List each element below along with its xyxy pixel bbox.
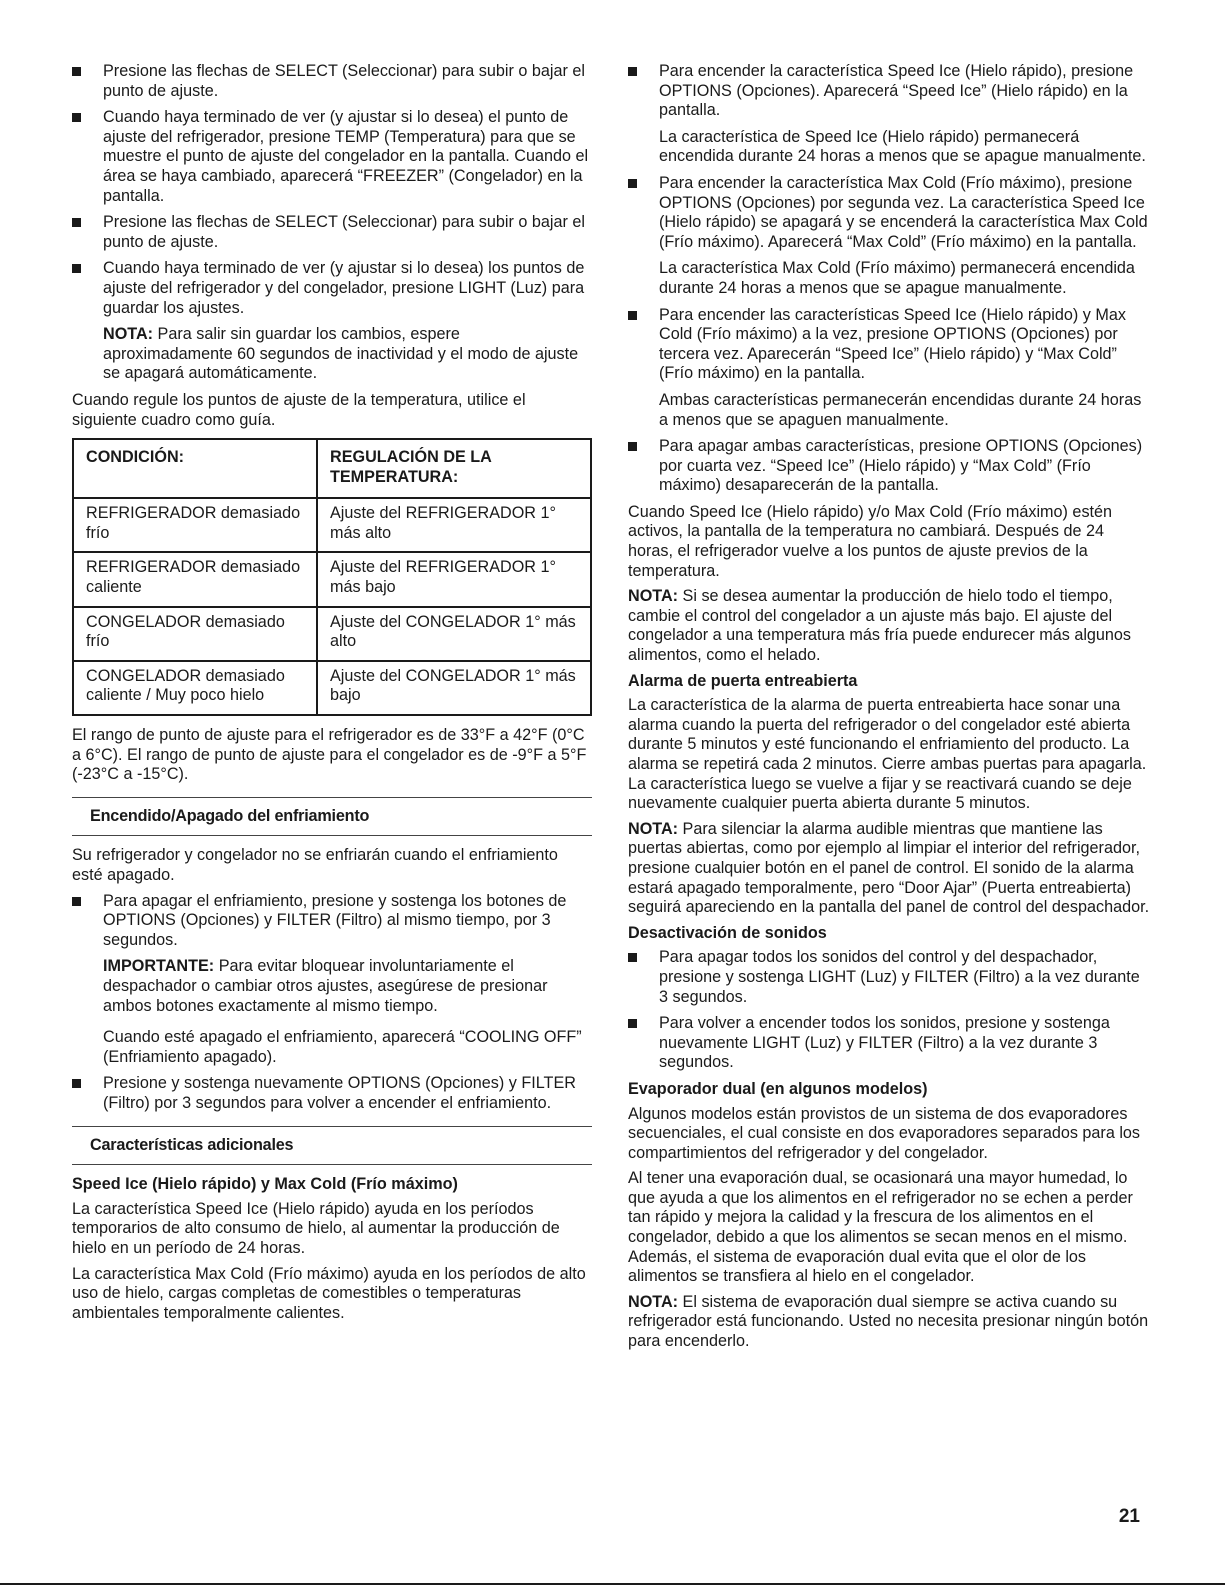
note-label: NOTA: [628,1292,679,1311]
table-cell: Ajuste del CONGELADOR 1° más alto [317,607,591,661]
table-row [73,661,591,715]
cooling-off-text: Cuando esté apagado el enfriamiento, aparecerá “COOLING OFF” (Enfriamiento apagado). [103,1028,582,1066]
bullet-item [72,62,592,101]
subtext: La característica de Speed Ice (Hielo rápido) permanecerá encendida durante 24 horas a menos que se apague manualmente. [659,127,1146,166]
table-row [73,552,591,606]
table-header-row [73,439,591,498]
table-cell: REFRIGERADOR demasiado frío [73,498,317,552]
note-text: Si se desea aumentar la producción de hielo todo el tiempo, cambie el control del congelador a un ajuste más bajo. El ajuste del congelador a una temperatura más fría puede endurecer más algunos alimentos, como el helado. [628,587,1132,665]
bullet-text: Para encender la característica Max Cold (Frío máximo), presione OPTIONS (Opciones) por segunda vez. La característica Speed Ice (Hielo rápido) se apagará y se encenderá la característica Max Cold (Frío máximo). Aparecerá “Max Cold” (Frío máximo) en la pantalla. [659,173,1148,251]
dual-evaporator-paragraph: Algunos modelos están provistos de un sistema de dos evaporadores secuenciales, el cual consiste en dos evaporadores separados para los compartimientos del refrigerador y del congelador. [628,1104,1141,1162]
note-paragraph [628,820,1150,918]
table-cell: Ajuste del CONGELADOR 1° más bajo [317,661,591,715]
bullet-text: Para apagar todos los sonidos del control y del despachador, presione y sostenga LIGHT (Luz) y FILTER (Filtro) a la vez durante 3 segundos. [659,948,1140,1006]
section-heading-features: Características adicionales [72,1126,592,1166]
bullet-text: Cuando haya terminado de ver (y ajustar si lo desea) los puntos de ajuste del refrigerador y del congelador, presione LIGHT (Luz) para guardar los ajustes. [103,259,585,317]
table-cell: CONGELADOR demasiado frío [73,607,317,661]
bullet-item [72,259,592,318]
note-text: El sistema de evaporación dual siempre se activa cuando su refrigerador está funcionando. Usted no necesita presionar ningún botón para encenderlo. [628,1292,1149,1351]
bullet-item [72,1074,592,1113]
bullet-text: Para encender la característica Speed Ice (Hielo rápido), presione OPTIONS (Opciones). Aparecerá “Speed Ice” (Hielo rápido) en la pantalla. [659,62,1134,120]
table-intro: Cuando regule los puntos de ajuste de la temperatura, utilice el siguiente cuadro como guía. [72,390,526,429]
table-row [73,607,591,661]
bullet-item [72,108,592,206]
bullet-item [628,306,1150,384]
note-text: Para silenciar la alarma audible mientras que mantiene las puertas abiertas, como por ejemplo al limpiar el interior del refrigerador, presione cualquier botón en el panel de control. El sonido de la alarma estará apagado temporalmente, pero “Door Ajar” (Puerta entreabierta) seguirá apareciendo en la pantalla del panel de control del despachador. [628,819,1150,917]
table-cell: Ajuste del REFRIGERADOR 1° más bajo [317,552,591,606]
note-paragraph [628,587,1150,665]
bullet-text: Presione las flechas de SELECT (Seleccionar) para subir o bajar el punto de ajuste. [103,62,585,100]
subtext: La característica Max Cold (Frío máximo) permanecerá encendida durante 24 horas a menos que se apague manualmente. [659,259,1135,297]
important-text: Para evitar bloquear involuntariamente el despachador o cambiar otros ajustes, asegúrese de presionar ambos botones exactamente al mismo tiempo. [103,957,548,1015]
bullet-text: Para encender las características Speed Ice (Hielo rápido) y Max Cold (Frío máximo) a la vez, presione OPTIONS (Opciones) por tercera vez. Aparecerán “Speed Ice” (Hielo rápido) y “Max Cold” (Frío máximo) en la pantalla. [659,305,1126,383]
table-cell: Ajuste del REFRIGERADOR 1° más alto [317,498,591,552]
subheading-door-alarm: Alarma de puerta entreabierta [628,671,858,690]
bullet-subtext [628,128,1150,167]
note-block [72,325,592,384]
temperature-guide-table [72,438,592,716]
speed-ice-paragraph: La característica Speed Ice (Hielo rápido) ayuda en los períodos temporarios de alto consumo de hielo, al aumentar la producción de hielo en un período de 24 horas. [72,1199,560,1257]
note-label: NOTA: [103,325,154,344]
bullet-text: Para apagar el enfriamiento, presione y sostenga los botones de OPTIONS (Opciones) y FILTER (Filtro) al mismo tiempo, por 3 segundos. [103,891,567,949]
bullet-subtext [628,391,1150,430]
important-block [72,957,592,1067]
bullet-item [628,437,1150,496]
subheading-speed-ice: Speed Ice (Hielo rápido) y Max Cold (Frío máximo) [72,1175,458,1194]
bullet-item [628,62,1150,121]
subheading-dual-evaporator: Evaporador dual (en algunos modelos) [628,1079,928,1098]
bullet-text: Presione las flechas de SELECT (Seleccionar) para subir o bajar el punto de ajuste. [103,213,585,251]
bullet-item [628,1014,1150,1073]
door-alarm-paragraph: La característica de la alarma de puerta entreabierta hace sonar una alarma cuando la puerta del refrigerador o del congelador esté abierta durante 5 minutos y esté funcionando el enfriamiento del producto. La alarma se repetirá cada 2 minutos. Cierre ambas puertas para apagarla. La característica luego se vuelve a fijar y se reactivará cuando se deje nuevamente cualquier puerta abierta durante 5 minutos. [628,696,1147,813]
cooling-intro: Su refrigerador y congelador no se enfriarán cuando el enfriamiento esté apagado. [72,846,558,884]
note-paragraph [628,1293,1150,1352]
dual-evaporator-paragraph: Al tener una evaporación dual, se ocasionará una mayor humedad, lo que ayuda a que los alimentos en el refrigerador no se echen a perder tan rápido y mejora la calidad y la frescura de los alimentos en el congelador, debido a que los alimentos se secan menos en el mismo. Además, el sistema de evaporación dual evita que el olor de los alimentos se transfiera al hielo en el congelador. [628,1169,1133,1286]
range-text: El rango de punto de ajuste para el refrigerador es de 33°F a 42°F (0°C a 6°C). El rango de punto de ajuste para el congelador es de -9°F a 5°F (-23°C a -15°C). [72,726,587,784]
bullet-text: Para apagar ambas características, presione OPTIONS (Opciones) por cuarta vez. “Speed Ice” (Hielo rápido) y “Max Cold” (Frío máximo) desaparecerán de la pantalla. [659,437,1143,495]
note-label: NOTA: [628,587,679,606]
table-header-regulation: REGULACIÓN DE LA TEMPERATURA: [317,439,591,498]
table-row [73,498,591,552]
table-header-condition: CONDICIÓN: [73,439,317,498]
note-text: Para salir sin guardar los cambios, espere aproximadamente 60 segundos de inactividad y el modo de ajuste se apagará automáticamente. [103,325,579,383]
table-cell: CONGELADOR demasiado caliente / Muy poco hielo [73,661,317,715]
subheading-sounds: Desactivación de sonidos [628,923,827,942]
bullet-text: Cuando haya terminado de ver (y ajustar si lo desea) el punto de ajuste del refrigerador, presione TEMP (Temperatura) para que se muestre el punto de ajuste del congelador en la pantalla. Cuando el área se haya cambiado, aparecerá “FREEZER” (Congelador) en la pantalla. [103,108,589,205]
bullet-item [72,892,592,951]
page-number: 21 [1118,1506,1140,1527]
table-cell: REFRIGERADOR demasiado caliente [73,552,317,606]
subtext: Ambas características permanecerán encendidas durante 24 horas a menos que se apaguen manualmente. [659,390,1142,429]
max-cold-paragraph: La característica Max Cold (Frío máximo) ayuda en los períodos de alto uso de hielo, cargas completas de comestibles o temperaturas ambientales temporalmente calientes. [72,1264,586,1322]
bullet-subtext [628,259,1150,298]
active-paragraph: Cuando Speed Ice (Hielo rápido) y/o Max Cold (Frío máximo) estén activos, la pantalla de la temperatura no cambiará. Después de 24 horas, el refrigerador vuelve a los puntos de ajuste previos de la temperatura. [628,502,1113,580]
note-label: NOTA: [628,819,679,838]
bullet-item [72,213,592,252]
right-column [628,62,1150,1358]
bullet-item [628,948,1150,1007]
bullet-item [628,174,1150,252]
bullet-text: Presione y sostenga nuevamente OPTIONS (Opciones) y FILTER (Filtro) por 3 segundos para volver a encender el enfriamiento. [103,1074,576,1112]
section-heading-cooling: Encendido/Apagado del enfriamiento [72,797,592,837]
important-label: IMPORTANTE: [103,957,215,976]
bullet-text: Para volver a encender todos los sonidos, presione y sostenga nuevamente LIGHT (Luz) y FILTER (Filtro) a la vez durante 3 segundos. [659,1014,1110,1072]
left-column [72,62,592,1329]
